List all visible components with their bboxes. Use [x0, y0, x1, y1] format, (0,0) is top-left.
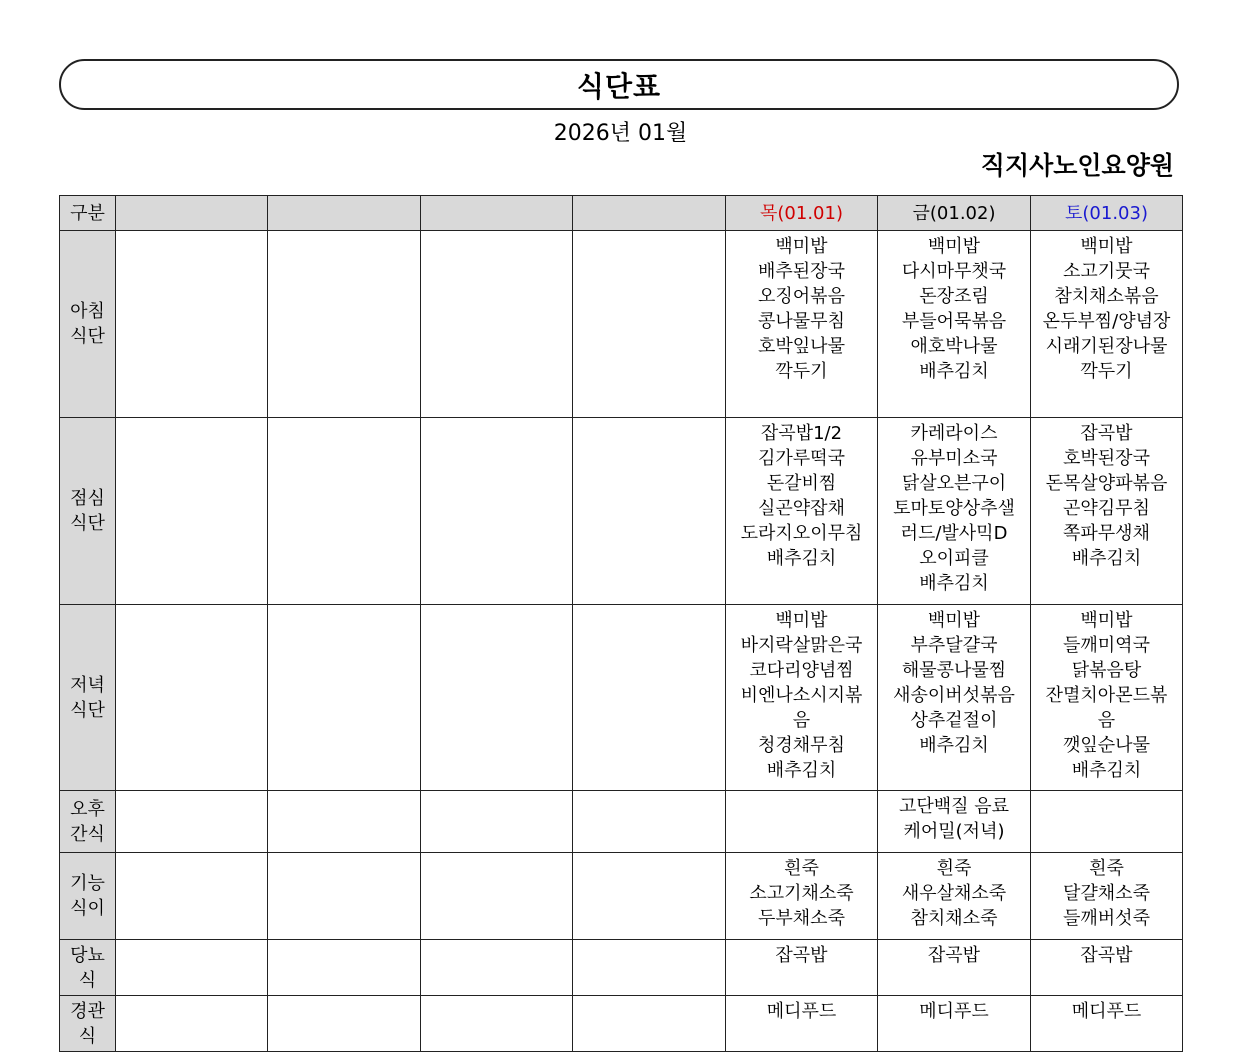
menu-cell: [116, 853, 268, 940]
menu-cell: [878, 231, 1031, 418]
menu-item: 메디푸드: [919, 1001, 989, 1022]
facility-name: 직지사노인요양원: [980, 151, 1174, 180]
row-label-line: 식단: [70, 513, 105, 534]
menu-cell: [1031, 605, 1183, 791]
menu-cell: [268, 231, 421, 418]
meal-row: [60, 853, 1183, 940]
menu-item: 부추달걀국: [910, 635, 998, 656]
menu-cell: [1031, 940, 1183, 996]
meal-row: [60, 996, 1183, 1052]
row-label-line: 식: [78, 1025, 97, 1047]
meal-row-label: [60, 996, 116, 1052]
menu-cell: [878, 853, 1031, 940]
menu-cell: [268, 940, 421, 996]
menu-item: 김가루떡국: [758, 448, 845, 469]
menu-cell: [726, 418, 878, 605]
menu-item: 소고기채소죽: [749, 883, 854, 904]
menu-item: 백미밥: [1080, 610, 1133, 631]
meal-row: [60, 418, 1183, 605]
menu-item: 토마토양상추샐: [893, 498, 1015, 519]
menu-item: 잔멸치아몬드볶: [1045, 685, 1168, 706]
menu-item: 잡곡밥: [927, 945, 981, 966]
menu-cell: [1031, 791, 1183, 853]
menu-cell: [268, 418, 421, 605]
menu-cell: [878, 418, 1031, 605]
menu-cell: [878, 605, 1031, 791]
menu-item: 메디푸드: [1071, 1001, 1142, 1022]
menu-item: 오징어볶음: [758, 286, 845, 307]
meal-row-label: [60, 853, 116, 940]
day-header: 목(01.01): [726, 196, 878, 231]
menu-cell: [878, 996, 1031, 1052]
row-label-line: 식이: [70, 898, 105, 919]
menu-cell: [421, 853, 573, 940]
day-header: [421, 196, 573, 231]
menu-item: 케어밀(저녁): [903, 821, 1005, 842]
menu-cell: [726, 940, 878, 996]
day-header: 토(01.03): [1031, 196, 1183, 231]
row-label-line: 저녁: [70, 674, 105, 696]
menu-item: 배추김치: [919, 735, 989, 756]
menu-item: 애호박나물: [910, 336, 998, 357]
meal-row: [60, 791, 1183, 853]
menu-cell: [421, 231, 573, 418]
menu-item: 배추김치: [919, 361, 989, 382]
day-header: [573, 196, 726, 231]
meal-row: [60, 940, 1183, 996]
menu-item: 러드/발사믹D: [900, 523, 1008, 544]
menu-item: 배추김치: [1071, 760, 1142, 781]
meal-row: [60, 605, 1183, 791]
menu-item: 잡곡밥1/2: [760, 423, 843, 444]
menu-cell: [116, 231, 268, 418]
menu-item: 소고기뭇국: [1063, 261, 1150, 282]
meal-row-label: [60, 418, 116, 605]
menu-item: 배추김치: [919, 573, 989, 594]
menu-cell: [878, 791, 1031, 853]
menu-item: 돈장조림: [919, 286, 989, 307]
row-label-line: 식: [78, 969, 97, 991]
meal-row-label: [60, 791, 116, 853]
menu-item: 백미밥: [1080, 236, 1133, 257]
menu-item: 닭살오븐구이: [901, 473, 1007, 494]
menu-cell: [726, 853, 878, 940]
menu-item: 참치채소볶음: [1054, 286, 1159, 307]
menu-item: 돈목살양파볶음: [1045, 473, 1168, 494]
menu-item: 상추겉절이: [910, 710, 998, 731]
meal-row-label: [60, 605, 116, 791]
menu-item: 메디푸드: [766, 1001, 837, 1022]
menu-cell: [573, 231, 726, 418]
menu-item: 고단백질 음료: [898, 796, 1010, 817]
menu-item: 콩나물무침: [758, 311, 845, 332]
menu-item: 바지락살맑은국: [740, 635, 863, 656]
menu-table: [59, 195, 1183, 1052]
menu-item: 배추김치: [766, 548, 837, 569]
menu-item: 해물콩나물찜: [901, 660, 1007, 681]
menu-item: 새우살채소죽: [901, 883, 1007, 904]
menu-cell: [268, 791, 421, 853]
menu-cell: [268, 996, 421, 1052]
menu-cell: [421, 996, 573, 1052]
menu-cell: [116, 605, 268, 791]
meal-row: [60, 231, 1183, 418]
menu-cell: [116, 791, 268, 853]
menu-cell: [726, 996, 878, 1052]
menu-cell: [726, 231, 878, 418]
day-header: [268, 196, 421, 231]
menu-item: 카레라이스: [910, 423, 998, 444]
menu-cell: [1031, 418, 1183, 605]
menu-item: 온두부찜/양념장: [1042, 311, 1171, 332]
menu-item: 유부미소국: [910, 448, 998, 469]
menu-cell: [878, 940, 1031, 996]
row-label-line: 오후: [70, 798, 105, 820]
menu-item: 잡곡밥: [775, 945, 828, 966]
menu-item: 시래기된장나물: [1045, 336, 1168, 357]
menu-cell: [726, 791, 878, 853]
menu-cell: [1031, 853, 1183, 940]
menu-item: 다시마무챗국: [901, 261, 1007, 282]
menu-cell: [116, 418, 268, 605]
menu-cell: [268, 853, 421, 940]
menu-cell: [421, 418, 573, 605]
menu-cell: [268, 605, 421, 791]
menu-item: 호박잎나물: [758, 336, 845, 357]
menu-item: 배추된장국: [758, 261, 845, 282]
row-label-line: 기능: [70, 873, 105, 894]
menu-item: 깻잎순나물: [1063, 735, 1150, 756]
row-label-line: 당뇨: [70, 944, 105, 966]
menu-item: 닭볶음탕: [1071, 660, 1142, 681]
menu-item: 잡곡밥: [1080, 945, 1133, 966]
month-label: 2026년 01월: [553, 121, 688, 146]
menu-cell: [421, 940, 573, 996]
row-label-line: 점심: [70, 488, 105, 509]
menu-cell: [1031, 996, 1183, 1052]
menu-item: 백미밥: [927, 236, 981, 257]
row-label-line: 아침: [70, 301, 105, 322]
menu-item: 백미밥: [775, 236, 828, 257]
row-label-line: 경관: [70, 1000, 105, 1022]
menu-item: 새송이버섯볶음: [893, 685, 1015, 706]
menu-item: 깍두기: [775, 361, 828, 382]
menu-item: 두부채소죽: [758, 908, 845, 929]
menu-item: 흰죽: [784, 858, 819, 879]
menu-item: 도라지오이무침: [740, 523, 863, 544]
menu-item: 흰죽: [1089, 858, 1124, 879]
menu-cell: [726, 605, 878, 791]
menu-cell: [116, 940, 268, 996]
page-title: 식단표: [576, 69, 662, 103]
day-header: [116, 196, 268, 231]
row-label-line: 식단: [70, 699, 105, 721]
menu-item: 들깨버섯죽: [1063, 908, 1150, 929]
menu-item: 코다리양념찜: [749, 660, 854, 681]
menu-item: 돈갈비찜: [766, 473, 837, 494]
day-header: 금(01.02): [878, 196, 1031, 231]
menu-item: 흰죽: [936, 858, 972, 879]
menu-cell: [1031, 231, 1183, 418]
menu-cell: [573, 853, 726, 940]
corner-label: 구분: [60, 196, 116, 231]
menu-item: 참치채소죽: [910, 908, 998, 929]
header-row: [60, 196, 1183, 231]
menu-item: 오이피클: [919, 548, 989, 569]
menu-item: 백미밥: [775, 610, 828, 631]
menu-cell: [573, 940, 726, 996]
menu-cell: [573, 605, 726, 791]
menu-item: 호박된장국: [1063, 448, 1150, 469]
menu-item: 부들어묵볶음: [901, 311, 1007, 332]
menu-cell: [573, 791, 726, 853]
row-label-line: 식단: [70, 326, 105, 347]
menu-cell: [421, 605, 573, 791]
menu-item: 잡곡밥: [1080, 423, 1133, 444]
menu-item: 쪽파무생채: [1063, 523, 1150, 544]
menu-item: 곤약김무침: [1063, 498, 1150, 519]
menu-item: 실곤약잡채: [758, 498, 845, 519]
menu-item: 음: [1097, 710, 1116, 731]
meal-row-label: [60, 231, 116, 418]
menu-cell: [573, 996, 726, 1052]
menu-item: 깍두기: [1080, 361, 1133, 382]
row-label-line: 간식: [70, 823, 105, 845]
menu-cell: [421, 791, 573, 853]
menu-cell: [116, 996, 268, 1052]
menu-item: 백미밥: [927, 610, 981, 631]
menu-item: 비엔나소시지볶: [740, 685, 863, 706]
menu-item: 배추김치: [1071, 548, 1142, 569]
menu-item: 배추김치: [766, 760, 837, 781]
menu-item: 달걀채소죽: [1063, 883, 1150, 904]
title-box: [59, 59, 1179, 110]
menu-item: 들깨미역국: [1063, 635, 1150, 656]
menu-cell: [573, 418, 726, 605]
menu-item: 음: [792, 710, 811, 731]
menu-item: 청경채무침: [758, 735, 845, 756]
meal-row-label: [60, 940, 116, 996]
